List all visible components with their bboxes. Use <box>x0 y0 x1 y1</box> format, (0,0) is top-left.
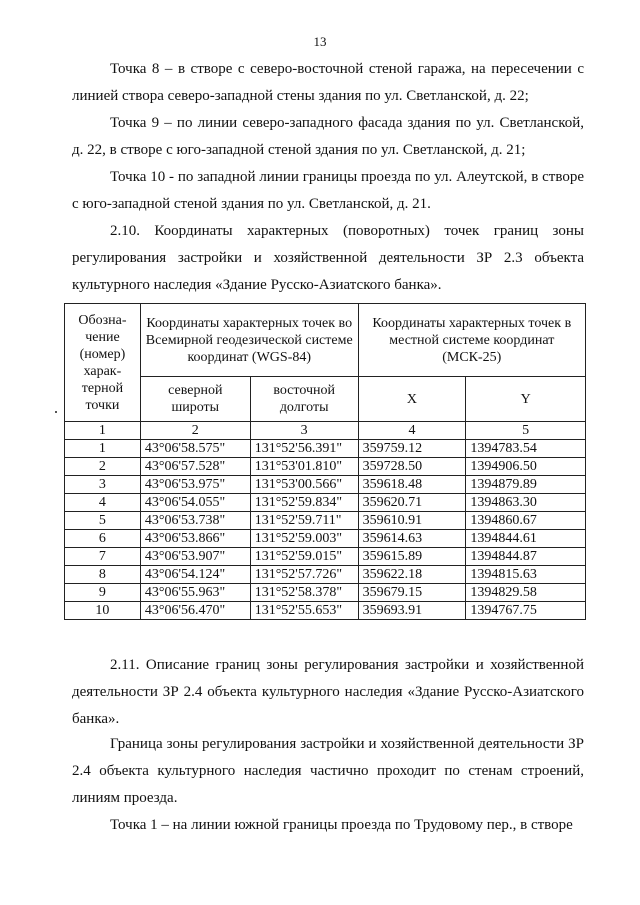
point-number: 2 <box>65 458 141 476</box>
y-cell: 1394844.87 <box>466 548 586 566</box>
x-cell: 359620.71 <box>358 494 466 512</box>
y-cell: 1394879.89 <box>466 476 586 494</box>
latitude-cell: 43°06'58.575" <box>140 440 250 458</box>
y-cell: 1394815.63 <box>466 566 586 584</box>
table-row <box>65 530 586 548</box>
y-cell: 1394906.50 <box>466 458 586 476</box>
longitude-cell: 131°52'58.378" <box>250 584 358 602</box>
longitude-cell: 131°52'59.711" <box>250 512 358 530</box>
subheader-north-latitude: северной широты <box>140 377 250 422</box>
x-cell: 359679.15 <box>358 584 466 602</box>
paragraph-point-9: Точка 9 – по линии северо-западного фасада здания по ул. Светланской, д. 22, в створе с юго-западной стеной здания по ул. Светланской, д. 21; <box>72 115 584 158</box>
header-point-number: Обозна-чение (номер) харак-терной точки <box>65 304 141 422</box>
point-number: 1 <box>65 440 141 458</box>
section-heading-2-10: 2.10. Координаты характерных (поворотных) точек границ зоны регулирования застройки и хозяйственной деятельности ЗР 2.3 объекта культурного наследия «Здание Русско-Азиатского банка». <box>72 223 584 293</box>
coordinates-table <box>64 303 586 620</box>
column-number: 3 <box>250 422 358 440</box>
x-cell: 359615.89 <box>358 548 466 566</box>
table-row <box>65 440 586 458</box>
y-cell: 1394783.54 <box>466 440 586 458</box>
table-row <box>65 512 586 530</box>
x-cell: 359693.91 <box>358 602 466 620</box>
subheader-y: Y <box>466 377 586 422</box>
y-cell: 1394829.58 <box>466 584 586 602</box>
header-msk25: Координаты характерных точек в местной системе координат (МСК-25) <box>358 304 585 377</box>
point-number: 4 <box>65 494 141 512</box>
latitude-cell: 43°06'53.975" <box>140 476 250 494</box>
paragraph-point-8: Точка 8 – в створе с северо-восточной стеной гаража, на пересечении с линией створа северо-западной стены здания по ул. Светланской, д. 22; <box>72 61 584 104</box>
y-cell: 1394863.30 <box>466 494 586 512</box>
table-row <box>65 548 586 566</box>
point-number: 10 <box>65 602 141 620</box>
longitude-cell: 131°52'59.003" <box>250 530 358 548</box>
y-cell: 1394844.61 <box>466 530 586 548</box>
latitude-cell: 43°06'53.866" <box>140 530 250 548</box>
point-number: 3 <box>65 476 141 494</box>
x-cell: 359618.48 <box>358 476 466 494</box>
longitude-cell: 131°52'59.015" <box>250 548 358 566</box>
latitude-cell: 43°06'54.055" <box>140 494 250 512</box>
point-number: 8 <box>65 566 141 584</box>
latitude-cell: 43°06'57.528" <box>140 458 250 476</box>
subheader-x: X <box>358 377 466 422</box>
latitude-cell: 43°06'53.738" <box>140 512 250 530</box>
table-row <box>65 566 586 584</box>
x-cell: 359622.18 <box>358 566 466 584</box>
paragraph-point-1: Точка 1 – на линии южной границы проезда по Трудовому пер., в створе <box>110 817 573 833</box>
table-row <box>65 602 586 620</box>
longitude-cell: 131°52'56.391" <box>250 440 358 458</box>
y-cell: 1394860.67 <box>466 512 586 530</box>
longitude-cell: 131°52'55.653" <box>250 602 358 620</box>
longitude-cell: 131°53'01.810" <box>250 458 358 476</box>
paragraph-boundary-zr-2-4: Граница зоны регулирования застройки и хозяйственной деятельности ЗР 2.4 объекта культурного наследия частично проходит по стенам строений, линиям проезда. <box>72 736 584 806</box>
point-number: 9 <box>65 584 141 602</box>
x-cell: 359728.50 <box>358 458 466 476</box>
point-number: 6 <box>65 530 141 548</box>
x-cell: 359614.63 <box>358 530 466 548</box>
table-row <box>65 458 586 476</box>
column-number: 1 <box>65 422 141 440</box>
header-wgs84: Координаты характерных точек во Всемирной геодезической системе координат (WGS-84) <box>140 304 358 377</box>
table-row <box>65 584 586 602</box>
latitude-cell: 43°06'53.907" <box>140 548 250 566</box>
longitude-cell: 131°53'00.566" <box>250 476 358 494</box>
latitude-cell: 43°06'56.470" <box>140 602 250 620</box>
longitude-cell: 131°52'57.726" <box>250 566 358 584</box>
y-cell: 1394767.75 <box>466 602 586 620</box>
column-number: 2 <box>140 422 250 440</box>
latitude-cell: 43°06'55.963" <box>140 584 250 602</box>
column-number: 4 <box>358 422 466 440</box>
scan-dot <box>55 411 57 413</box>
latitude-cell: 43°06'54.124" <box>140 566 250 584</box>
table-row <box>65 494 586 512</box>
paragraph-point-10: Точка 10 - по западной линии границы проезда по ул. Алеутской, в створе с юго-западной стеной здания по ул. Светланской, д. 21. <box>72 169 584 212</box>
x-cell: 359759.12 <box>358 440 466 458</box>
longitude-cell: 131°52'59.834" <box>250 494 358 512</box>
point-number: 7 <box>65 548 141 566</box>
section-heading-2-11: 2.11. Описание границ зоны регулирования застройки и хозяйственной деятельности ЗР 2.4 объекта культурного наследия «Здание Русско-Азиатского банка». <box>72 657 584 727</box>
x-cell: 359610.91 <box>358 512 466 530</box>
table-row <box>65 476 586 494</box>
point-number: 5 <box>65 512 141 530</box>
column-number: 5 <box>466 422 586 440</box>
subheader-east-longitude: восточной долготы <box>250 377 358 422</box>
page-number: 13 <box>313 34 327 49</box>
